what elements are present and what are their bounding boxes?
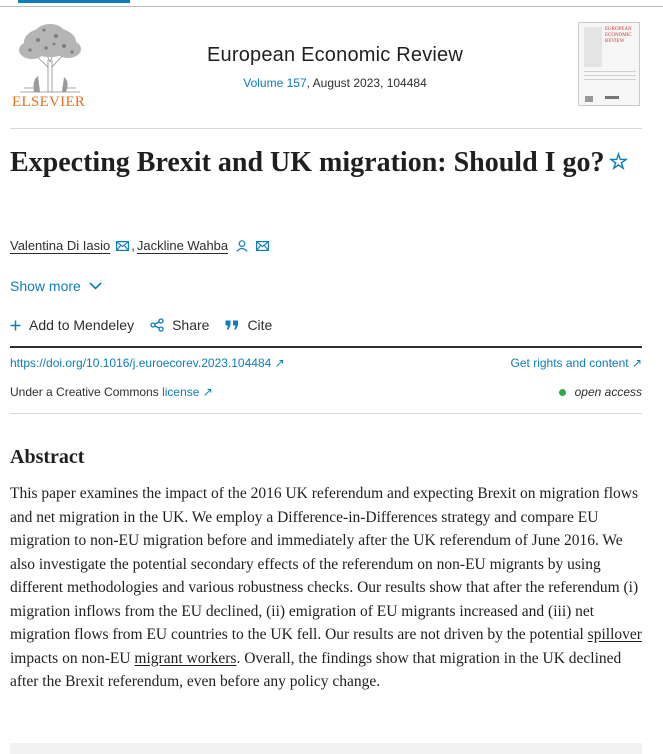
author-list <box>10 238 269 253</box>
abstract-text <box>10 482 642 694</box>
chevron-down-icon <box>89 282 102 290</box>
cover-rule <box>584 79 636 80</box>
cover-rule <box>584 71 636 72</box>
author-link[interactable]: Valentina Di Iasio <box>10 238 111 253</box>
add-to-mendeley-label: Add to Mendeley <box>29 317 135 333</box>
volume-link[interactable]: Volume 157 <box>243 76 307 90</box>
external-link-icon: ↗ <box>202 385 213 399</box>
cover-image-strip <box>584 27 602 67</box>
external-link-icon: ↗ <box>631 356 642 370</box>
actions-divider <box>10 346 642 348</box>
cover-logo <box>585 96 593 102</box>
journal-issue-info <box>150 76 520 90</box>
article-title-text: Expecting Brexit and UK migration: Should I go? <box>10 147 605 178</box>
open-access-badge <box>559 385 642 399</box>
journal-info <box>150 44 520 90</box>
abstract-divider <box>10 413 642 414</box>
abstract-text-part: . Overall, the findings show that migration in the UK declined after the Brexit referendum, even before any policy change. <box>10 649 622 690</box>
cover-footer-mark <box>605 96 619 99</box>
plus-icon <box>10 320 21 331</box>
show-more-button[interactable] <box>10 278 102 294</box>
abstract-text-part: This paper examines the impact of the 2016 UK referendum and expecting Brexit on migration flows and net migration in the UK. We employ a Difference-in-Differences strategy and compare EU migration to non-EU migration before and immediately after the UK referendum of June 2016. We also investigate the potential secondary effects of the referendum on non-EU migrants by using different methodologies and various robustness checks. Our results show that after the referendum (i) migration inflows from the EU declined, (ii) emigration of EU migrants increased and (iii) net migration flows from EU countries to the UK fell. Our results are not driven by the potential <box>10 485 639 643</box>
doi-link[interactable] <box>10 356 285 370</box>
open-access-label: open access <box>574 385 642 399</box>
abstract-heading: Abstract <box>10 446 85 468</box>
add-to-mendeley-button[interactable] <box>10 317 134 333</box>
header-divider <box>10 128 642 129</box>
issue-details: , August 2023, 104484 <box>306 76 427 90</box>
doi-text: https://doi.org/10.1016/j.euroecorev.2023.104484 <box>10 356 272 370</box>
abstract-text-part: impacts on non-EU <box>10 649 135 667</box>
journal-title[interactable]: European Economic Review <box>206 44 464 66</box>
cover-title: EUROPEAN ECONOMIC REVIEW <box>605 27 632 44</box>
elsevier-tree-icon <box>10 22 90 94</box>
get-rights-text: Get rights and content <box>510 356 629 370</box>
show-more-label: Show more <box>10 278 81 294</box>
author-link[interactable]: Jackline Wahba <box>136 238 229 253</box>
external-link-icon: ↗ <box>274 356 285 370</box>
license-row <box>10 385 642 399</box>
cover-rule <box>584 75 636 76</box>
glossary-term-link[interactable]: spillover <box>587 626 642 643</box>
active-tab-indicator <box>18 0 130 3</box>
person-icon[interactable] <box>236 240 248 252</box>
article-actions <box>10 317 288 333</box>
share-button[interactable] <box>150 317 209 333</box>
elsevier-wordmark: ELSEVIER <box>12 94 86 110</box>
doi-row <box>10 356 642 370</box>
share-icon <box>150 318 164 332</box>
star-icon[interactable]: ☆ <box>608 149 629 174</box>
elsevier-logo[interactable] <box>10 22 90 110</box>
get-rights-link[interactable] <box>511 356 642 370</box>
quote-icon <box>225 320 239 330</box>
open-access-dot-icon <box>559 389 566 396</box>
share-label: Share <box>172 317 210 333</box>
license-prefix: Under a Creative Commons <box>10 385 159 399</box>
article-title <box>10 143 630 182</box>
next-section-bar <box>10 743 642 754</box>
glossary-term-link[interactable]: migrant workers <box>134 649 237 667</box>
license-link-text: license <box>162 385 200 399</box>
cite-label: Cite <box>247 317 273 333</box>
email-icon[interactable] <box>116 241 129 251</box>
email-icon[interactable] <box>256 241 269 251</box>
author-separator: , <box>131 238 135 253</box>
license-statement <box>10 385 213 399</box>
cite-button[interactable] <box>225 317 272 333</box>
license-link[interactable] <box>162 385 213 399</box>
journal-cover-thumbnail[interactable] <box>578 22 640 106</box>
top-divider <box>0 6 663 7</box>
